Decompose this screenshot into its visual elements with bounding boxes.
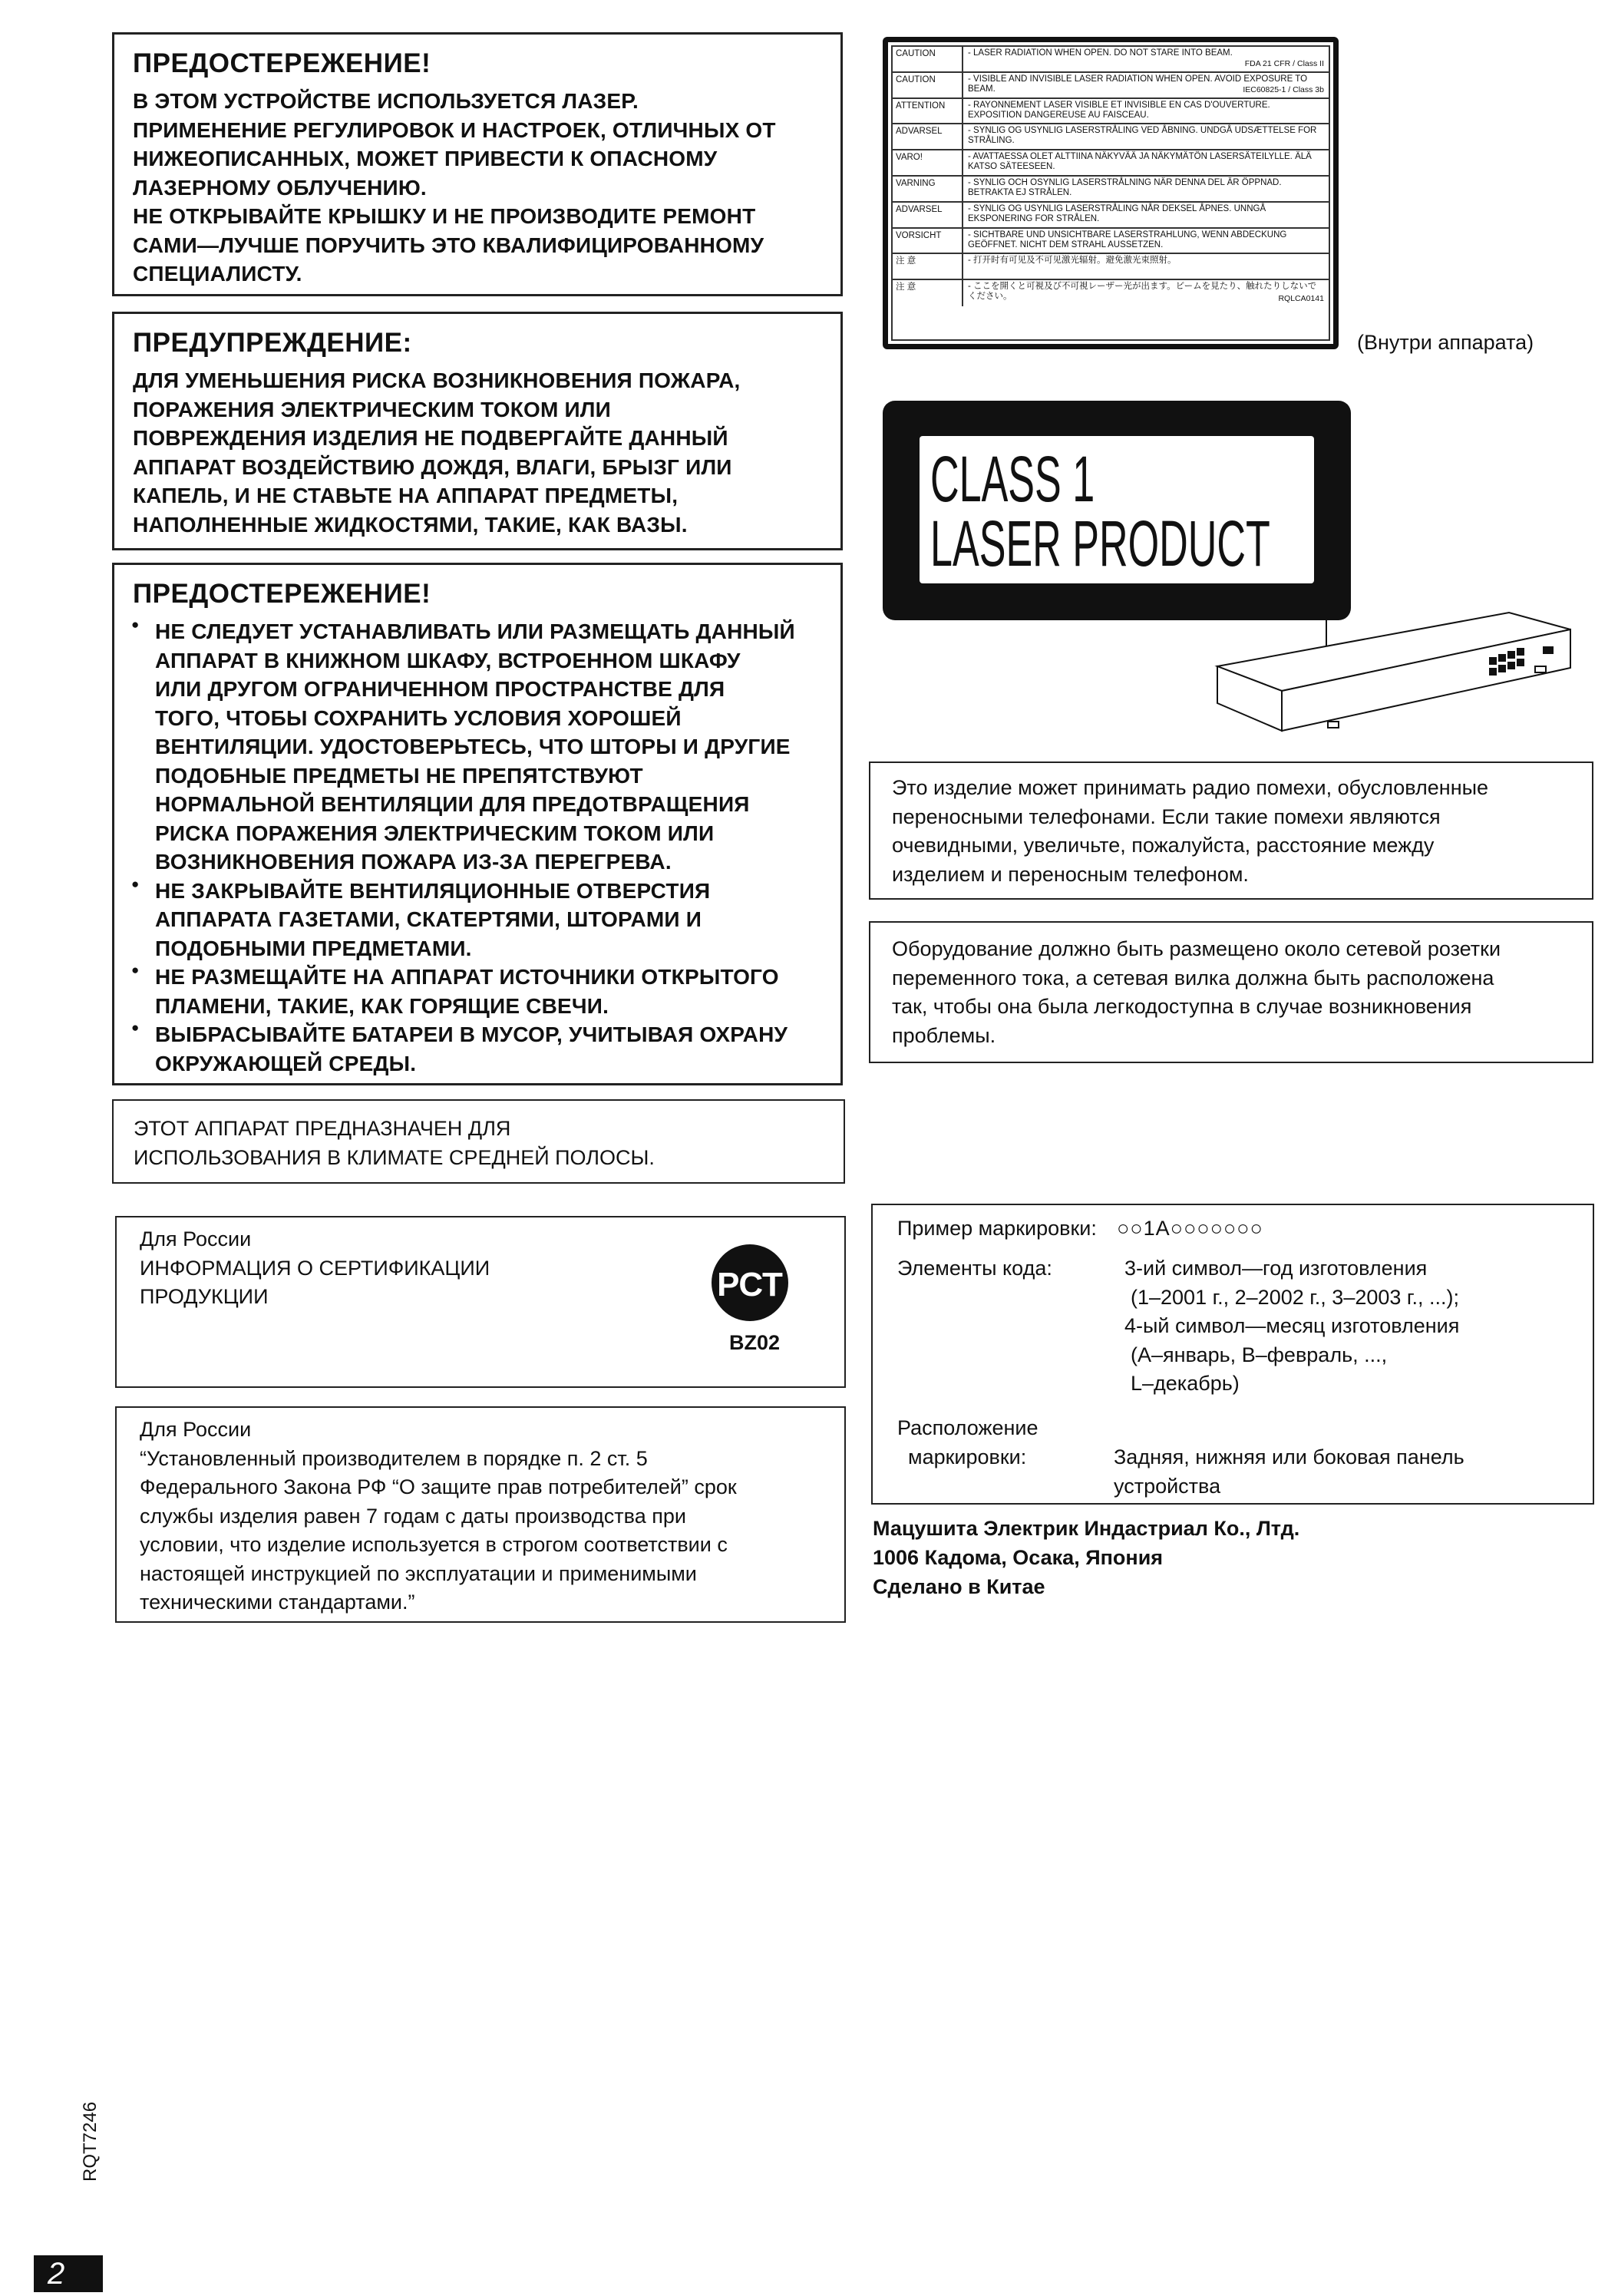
fire-warning-line: НАПОЛНЕННЫЕ ЖИДКОСТЯМИ, ТАКИЕ, КАК ВАЗЫ. xyxy=(133,512,688,537)
class1-laser-label xyxy=(883,401,1351,620)
caution-bullet xyxy=(131,877,840,963)
laser-label-row: VARNING - SYNLIG OCH OSYNLIG LASERSTRÅLNING NÄR DENNA DEL ÄR ÖPPNAD. BETRAKTA EJ STRÅLEN. xyxy=(893,177,1329,203)
page-number-text: 2 xyxy=(48,2257,65,2291)
label-location-caption: (Внутри аппарата) xyxy=(1357,331,1534,354)
marking-box xyxy=(871,1204,1594,1505)
code-element-line: 3-ий символ—год изготовления xyxy=(1124,1257,1428,1280)
marking-location-value xyxy=(1114,1443,1464,1501)
marking-example-label: Пример маркировки: xyxy=(897,1217,1097,1240)
outlet-line: проблемы. xyxy=(892,1023,996,1047)
outlet-line: так, чтобы она была легкодоступна в случае возникновения xyxy=(892,995,1472,1018)
laser-label-row: VARO! - AVATTAESSA OLET ALTTIINA NÄKYVÄÄ JA NÄKYMÄTÖN LASERSÄTEILYLLE. ÄLÄ KATSO SÄTEESEEN. xyxy=(893,150,1329,177)
climate-note-line: ИСПОЛЬЗОВАНИЯ В КЛИМАТЕ СРЕДНЕЙ ПОЛОСЫ. xyxy=(134,1145,655,1169)
fire-warning-line: АППАРАТ ВОЗДЕЙСТВИЮ ДОЖДЯ, ВЛАГИ, БРЫЗГ ИЛИ xyxy=(133,454,732,479)
laser-caution-line: НИЖЕОПИСАННЫХ, МОЖЕТ ПРИВЕСТИ К ОПАСНОМУ xyxy=(133,147,718,170)
laser-caution-line: СПЕЦИАЛИСТУ. xyxy=(133,262,302,286)
class1-line: CLASS 1 xyxy=(930,443,1095,515)
caution-bullet-line: РИСКА ПОРАЖЕНИЯ ЭЛЕКТРИЧЕСКИМ ТОКОМ ИЛИ xyxy=(155,821,715,845)
service-life-box xyxy=(115,1406,846,1623)
caution-bullet-line: ИЛИ ДРУГОМ ОГРАНИЧЕННОМ ПРОСТРАНСТВЕ ДЛЯ xyxy=(155,677,725,701)
rst-mark-text: РСТ xyxy=(717,1266,783,1303)
caution-bullet-line: ВЕНТИЛЯЦИИ. УДОСТОВЕРЬТЕСЬ, ЧТО ШТОРЫ И ДРУГИЕ xyxy=(155,735,791,758)
laser-label-row: 注 意 - 打开时有可见及不可见激光辐射。避免激光束照射。 xyxy=(893,254,1329,280)
laser-label-row: CAUTION - LASER RADIATION WHEN OPEN. DO NOT STARE INTO BEAM. FDA 21 CFR / Class II xyxy=(893,47,1329,73)
certification-box xyxy=(115,1216,846,1388)
caution-bullet-line: ● НЕ ЗАКРЫВАЙТЕ ВЕНТИЛЯЦИОННЫЕ ОТВЕРСТИЯ xyxy=(155,878,711,903)
manufacturer-line: Сделано в Китае xyxy=(873,1575,1045,1598)
laser-caution-line: САМИ—ЛУЧШЕ ПОРУЧИТЬ ЭТО КВАЛИФИЦИРОВАННОМУ xyxy=(133,233,764,257)
cert-code: BZ02 xyxy=(729,1331,781,1354)
laser-label-row: 注 意 - ここを開くと可視及び不可視レーザー光が出ます。ビームを見たり、触れたりしないでください。 RQLCA0141 xyxy=(893,280,1329,306)
caution-bullet-line: ПОДОБНЫЕ ПРЕДМЕТЫ НЕ ПРЕПЯТСТВУЮТ xyxy=(155,763,643,788)
caution-bullet-line: ПОДОБНЫМИ ПРЕДМЕТАМИ. xyxy=(155,936,472,960)
laser-label-row: ATTENTION - RAYONNEMENT LASER VISIBLE ET INVISIBLE EN CAS D'OUVERTURE. EXPOSITION DANGEREUSE AU FAISCEAU. xyxy=(893,99,1329,125)
service-line: “Установленный производителем в порядке п. 2 ст. 5 xyxy=(140,1446,648,1470)
caution-bullet-line: ПЛАМЕНИ, ТАКИЕ, КАК ГОРЯЩИЕ СВЕЧИ. xyxy=(155,993,609,1018)
caution-bullet-line: ОКРУЖАЮЩЕЙ СРЕДЫ. xyxy=(155,1051,417,1075)
cert-line: ПРОДУКЦИИ xyxy=(140,1285,269,1308)
code-element-line: (1–2001 г., 2–2002 г., 3–2003 г., ...); xyxy=(1131,1285,1459,1309)
manufacturer-line: 1006 Кадома, Осака, Япония xyxy=(873,1546,1164,1569)
code-element-line: 4-ый символ—месяц изготовления xyxy=(1124,1314,1460,1337)
service-line: настоящей инструкцией по эксплуатации и применимыми xyxy=(140,1561,697,1585)
fire-warning-line: ДЛЯ УМЕНЬШЕНИЯ РИСКА ВОЗНИКНОВЕНИЯ ПОЖАРА, xyxy=(133,368,741,392)
laser-label-row: ADVARSEL - SYNLIG OG USYNLIG LASERSTRÅLING NÅR DEKSEL ÅPNES. UNNGÅ EKSPONERING FOR STRÅLEN. xyxy=(893,203,1329,229)
laser-product-line: LASER PRODUCT xyxy=(930,507,1270,580)
marking-location-label: маркировки: xyxy=(908,1445,1027,1468)
fire-warning-line: ПОВРЕЖДЕНИЯ ИЗДЕЛИЯ НЕ ПОДВЕРГАЙТЕ ДАННЫЙ xyxy=(133,426,728,450)
phone-interference-box xyxy=(869,761,1593,900)
laser-caution-line: В ЭТОМ УСТРОЙСТВЕ ИСПОЛЬЗУЕТСЯ ЛАЗЕР. xyxy=(133,89,639,113)
service-line: Для России xyxy=(140,1418,252,1441)
caution-bullet xyxy=(131,1020,840,1078)
ventilation-caution-box xyxy=(112,563,843,1085)
service-line: Федерального Закона РФ “О защите прав потребителей” срок xyxy=(140,1475,737,1498)
code-elements-label: Элементы кода: xyxy=(897,1257,1052,1280)
caution-bullet xyxy=(131,963,840,1020)
caution-bullet-line: ● НЕ СЛЕДУЕТ УСТАНАВЛИВАТЬ ИЛИ РАЗМЕЩАТЬ ДАННЫЙ xyxy=(155,619,795,643)
device-illustration xyxy=(1213,606,1597,752)
marking-location-line: Задняя, нижняя или боковая панель xyxy=(1114,1445,1464,1468)
laser-label-row: ADVARSEL - SYNLIG OG USYNLIG LASERSTRÅLING VED ÅBNING. UNDGÅ UDSÆTTELSE FOR STRÅLING. xyxy=(893,124,1329,150)
code-element-line: (A–январь, B–февраль, ..., xyxy=(1131,1343,1388,1366)
laser-caution-line: ПРИМЕНЕНИЕ РЕГУЛИРОВОК И НАСТРОЕК, ОТЛИЧНЫХ ОТ xyxy=(133,117,776,142)
laser-caution-line: НЕ ОТКРЫВАЙТЕ КРЫШКУ И НЕ ПРОИЗВОДИТЕ РЕМОНТ xyxy=(133,204,756,228)
service-line: условии, что изделие используется в строгом соответствии с xyxy=(140,1533,728,1556)
phone-line: переносными телефонами. Если такие помехи являются xyxy=(892,804,1441,828)
manufacturer-info xyxy=(873,1514,1299,1601)
cert-line: ИНФОРМАЦИЯ О СЕРТИФИКАЦИИ xyxy=(140,1256,490,1280)
rst-certification-mark-icon xyxy=(708,1241,798,1325)
caution-bullet-line: НОРМАЛЬНОЙ ВЕНТИЛЯЦИИ ДЛЯ ПРЕДОТВРАЩЕНИЯ xyxy=(155,792,750,816)
laser-caution-line: ЛАЗЕРНОМУ ОБЛУЧЕНИЮ. xyxy=(133,175,427,200)
outlet-line: Оборудование должно быть размещено около сетевой розетки xyxy=(892,937,1501,960)
caution-bullet xyxy=(131,617,840,877)
ventilation-caution-title: ПРЕДОСТЕРЕЖЕНИЕ! xyxy=(133,579,431,609)
laser-caution-title: ПРЕДОСТЕРЕЖЕНИЕ! xyxy=(133,48,431,78)
document-code: RQT7246 xyxy=(80,2101,101,2182)
phone-line: изделием и переносным телефоном. xyxy=(892,862,1249,886)
marking-example-value: ○○1A○○○○○○○ xyxy=(1117,1217,1263,1240)
caution-bullet-line: АППАРАТ В КНИЖНОМ ШКАФУ, ВСТРОЕННОМ ШКАФУ xyxy=(155,648,741,672)
laser-warning-label xyxy=(883,37,1339,349)
caution-bullet-line: ● НЕ РАЗМЕЩАЙТЕ НА АППАРАТ ИСТОЧНИКИ ОТКРЫТОГО xyxy=(155,965,779,989)
fire-warning-line: ПОРАЖЕНИЯ ЭЛЕКТРИЧЕСКИМ ТОКОМ ИЛИ xyxy=(133,397,611,421)
laser-label-row: CAUTION - VISIBLE AND INVISIBLE LASER RADIATION WHEN OPEN. AVOID EXPOSURE TO BEAM. IEC60825-1 / Class 3b xyxy=(893,73,1329,99)
outlet-note-box xyxy=(869,921,1593,1063)
caution-bullet-line: ТОГО, ЧТОБЫ СОХРАНИТЬ УСЛОВИЯ ХОРОШЕЙ xyxy=(155,705,682,730)
fire-warning-line: КАПЕЛЬ, И НЕ СТАВЬТЕ НА АППАРАТ ПРЕДМЕТЫ, xyxy=(133,484,679,507)
code-elements-list xyxy=(1124,1254,1459,1399)
outlet-line: переменного тока, а сетевая вилка должна быть расположена xyxy=(892,966,1494,989)
phone-line: Это изделие может принимать радио помехи, обусловленные xyxy=(892,776,1489,799)
phone-line: очевидными, увеличьте, пожалуйста, расстояние между xyxy=(892,834,1435,857)
service-line: техническими стандартами.” xyxy=(140,1591,415,1614)
fire-warning-title: ПРЕДУПРЕЖДЕНИЕ: xyxy=(133,328,412,358)
service-line: службы изделия равен 7 годам с даты производства при xyxy=(140,1504,686,1528)
marking-location-line: устройства xyxy=(1114,1474,1221,1498)
manufacturer-line: Мацушита Электрик Индастриал Ко., Лтд. xyxy=(873,1517,1300,1540)
laser-label-row: VORSICHT - SICHTBARE UND UNSICHTBARE LASERSTRAHLUNG, WENN ABDECKUNG GEÖFFNET. NICHT DEM STRAHL AUSSETZEN. xyxy=(893,229,1329,255)
fire-warning-box xyxy=(112,312,843,550)
climate-note-line: ЭТОТ АППАРАТ ПРЕДНАЗНАЧЕН ДЛЯ xyxy=(134,1117,511,1140)
cert-line: Для России xyxy=(140,1227,252,1250)
page-number xyxy=(34,2255,103,2292)
caution-bullet-line: ● ВЫБРАСЫВАЙТЕ БАТАРЕИ В МУСОР, УЧИТЫВАЯ ОХРАНУ xyxy=(155,1022,788,1046)
climate-note-box xyxy=(112,1099,845,1184)
caution-bullet-line: ВОЗНИКНОВЕНИЯ ПОЖАРА ИЗ-ЗА ПЕРЕГРЕВА. xyxy=(155,850,672,874)
code-element-line: L–декабрь) xyxy=(1131,1372,1240,1395)
marking-location-label: Расположение xyxy=(897,1416,1038,1439)
caution-bullet-line: АППАРАТА ГАЗЕТАМИ, СКАТЕРТЯМИ, ШТОРАМИ И xyxy=(155,907,702,931)
laser-caution-box xyxy=(112,32,843,296)
